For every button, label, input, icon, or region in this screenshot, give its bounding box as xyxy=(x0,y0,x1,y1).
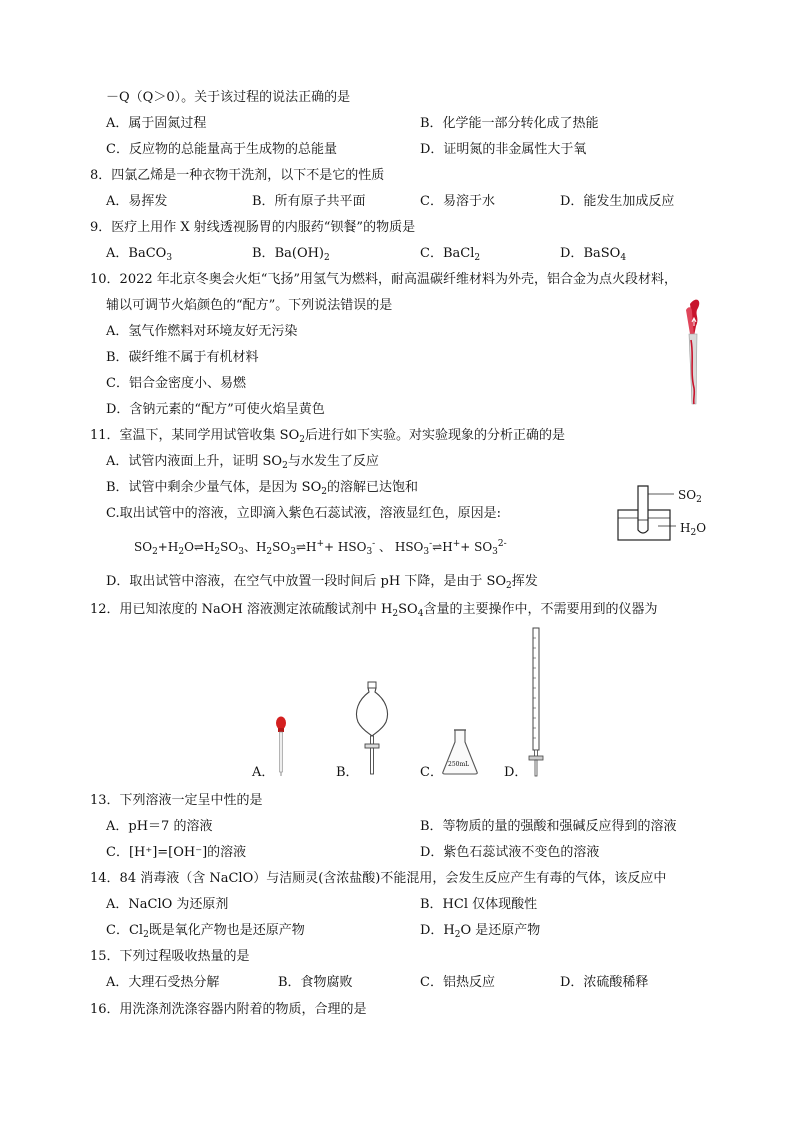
q8-option-a: A．易挥发 xyxy=(106,194,168,209)
flask-volume-label: 250mL xyxy=(448,761,470,768)
q7-option-c: C．反应物的总能量高于生成物的总能量 xyxy=(106,142,337,157)
q15-option-b: B．食物腐败 xyxy=(278,975,353,990)
q15-option-d: D．浓硫酸稀释 xyxy=(560,975,649,990)
q13-option-d: D．紫色石蕊试液不变色的溶液 xyxy=(420,845,600,860)
q10-option-b: B．碳纤维不属于有机材料 xyxy=(106,350,259,365)
q10-option-c: C．铝合金密度小、易燃 xyxy=(106,376,246,391)
q13-option-b: B．等物质的量的强酸和强碱反应得到的溶液 xyxy=(420,819,677,834)
q13-option-c: C．[H⁺]=[OH⁻]的溶液 xyxy=(106,845,247,860)
q7-option-d: D．证明氮的非金属性大于氧 xyxy=(420,142,587,157)
q15-option-a: A．大理石受热分解 xyxy=(106,975,220,990)
q9-option-d: D．BaSO$_4$ xyxy=(560,246,627,263)
q9-option-b: B．$Ba(OH)_2$ xyxy=(252,246,330,263)
separatory-funnel-image xyxy=(352,680,392,776)
q16-stem: 16．用洗涤剂洗涤容器内附着的物质，合理的是 xyxy=(90,1002,367,1017)
burette-image xyxy=(526,626,546,778)
q12-label-c: C． xyxy=(420,765,443,780)
q14-option-b: B．HCl 仅体现酸性 xyxy=(420,897,538,912)
q8-option-d: D．能发生加成反应 xyxy=(560,194,675,209)
q10-stem-line1: 10．2022 年北京冬奥会火炬“飞扬”用氢气为燃料，耐高温碳纤维材料为外壳，铝合金为点火段材料， xyxy=(90,272,678,287)
q12-label-b: B． xyxy=(336,765,359,780)
q11-option-d: D．取出试管中溶液，在空气中放置一段时间后 pH 下降，是由于 $SO_2$挥发 xyxy=(106,574,538,591)
q14-stem: 14．84 消毒液（含 NaClO）与洁厕灵(含浓盐酸)不能混用，会发生反应产生有毒的气体，该反应中 xyxy=(90,871,667,886)
q14-option-d: D．$H_2O$ 是还原产物 xyxy=(420,923,541,940)
dropper-image xyxy=(274,716,288,776)
q8-stem: 8．四氯乙烯是一种衣物干洗剂，以下不是它的性质 xyxy=(90,168,385,183)
q11-stem: 11．室温下，某同学用试管收集 $SO_2$后进行如下实验。对实验现象的分析正确的是 xyxy=(90,428,565,445)
q10-option-d: D．含钠元素的“配方”可使火焰呈黄色 xyxy=(106,402,325,417)
test-tube xyxy=(638,486,648,533)
q12-label-a: A． xyxy=(252,765,275,780)
q12-stem: 12．用已知浓度的 NaOH 溶液测定浓硫酸试剂中 $H_2SO_4$含量的主要操作中，不需要用到的仪器为 xyxy=(90,602,658,619)
q11-option-a: A．试管内液面上升，证明 $SO_2$与水发生了反应 xyxy=(106,454,379,471)
q9-stem: 9．医疗上用作 X 射线透视肠胃的内服药“钡餐”的物质是 xyxy=(90,220,416,235)
q7-option-a: A．属于固氮过程 xyxy=(106,116,207,131)
q14-option-a: A．NaClO 为还原剂 xyxy=(106,897,229,912)
q12-label-d: D． xyxy=(504,765,528,780)
q15-option-c: C．铝热反应 xyxy=(420,975,495,990)
q14-option-c: C．$Cl_2$既是氧化产物也是还原产物 xyxy=(106,923,305,940)
q15-stem: 15．下列过程吸收热量的是 xyxy=(90,949,250,964)
q7-stem-line: －Q（Q＞0）。关于该过程的说法正确的是 xyxy=(106,90,351,105)
q10-stem-line2: 辅以可调节火焰颜色的“配方”。下列说法错误的是 xyxy=(106,298,393,313)
olympic-torch-image xyxy=(672,296,716,408)
q11-equation: $SO_2+H_2O\rightleftharpoons H_2SO_3$、$H_2SO_3\rightleftharpoons H^++ HSO_3^-$ 、 $HSO_3^-\rightleftharpoons H^++ SO_3^{2-}$ xyxy=(134,539,507,557)
q8-option-c: C．易溶于水 xyxy=(420,194,495,209)
q8-option-b: B．所有原子共平面 xyxy=(252,194,366,209)
q9-option-c: C．BaCl$_2$ xyxy=(420,246,481,263)
q13-stem: 13．下列溶液一定呈中性的是 xyxy=(90,793,263,808)
q7-option-b: B．化学能一部分转化成了热能 xyxy=(420,116,599,131)
q11-option-b: B．试管中剩余少量气体，是因为 $SO_2$的溶解已达饱和 xyxy=(106,480,418,497)
q13-option-a: A．pH＝7 的溶液 xyxy=(106,819,213,834)
h2o-label: $H_2O$ xyxy=(680,521,707,538)
q11-option-c: C.取出试管中的溶液，立即滴入紫色石蕊试液，溶液显红色，原因是: xyxy=(106,506,501,521)
q9-option-a: A．BaCO$_3$ xyxy=(106,246,173,263)
conical-flask-image xyxy=(440,728,480,776)
so2-label: $SO_2$ xyxy=(678,488,702,505)
q10-option-a: A．氢气作燃料对环境友好无污染 xyxy=(106,324,298,339)
